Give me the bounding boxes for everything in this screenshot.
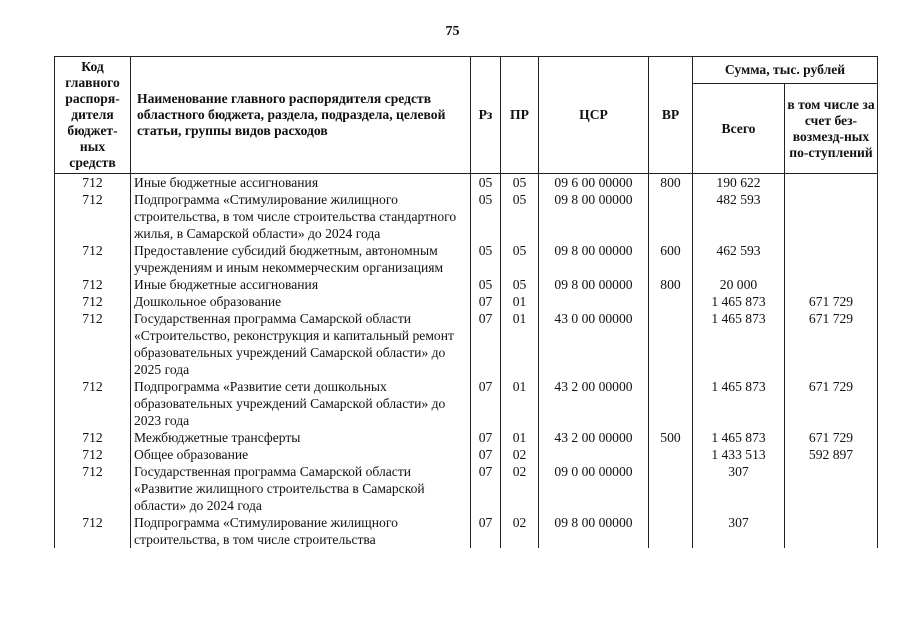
cell-csr: 09 6 00 00000 bbox=[539, 174, 649, 192]
cell-incl: 592 897 bbox=[785, 446, 878, 463]
cell-code: 712 bbox=[55, 174, 131, 192]
cell-vr bbox=[649, 446, 693, 463]
cell-incl: 671 729 bbox=[785, 429, 878, 446]
cell-vr: 800 bbox=[649, 276, 693, 293]
cell-pr: 02 bbox=[501, 463, 539, 514]
cell-vr bbox=[649, 293, 693, 310]
cell-code: 712 bbox=[55, 463, 131, 514]
cell-vr bbox=[649, 310, 693, 378]
cell-csr bbox=[539, 293, 649, 310]
cell-code: 712 bbox=[55, 446, 131, 463]
table-row bbox=[55, 276, 878, 293]
cell-name: Иные бюджетные ассигнования bbox=[131, 174, 471, 192]
cell-name: Государственная программа Самарской области «Строительство, реконструкция и капитальный ремонт образовательных учреждений Самарской области» до 2025 года bbox=[131, 310, 471, 378]
cell-pr: 05 bbox=[501, 191, 539, 242]
page-number: 75 bbox=[445, 24, 460, 39]
cell-code: 712 bbox=[55, 276, 131, 293]
header-vr: ВР bbox=[649, 57, 693, 174]
table-row bbox=[55, 242, 878, 276]
cell-csr: 43 2 00 00000 bbox=[539, 378, 649, 429]
table-header bbox=[55, 57, 878, 174]
cell-rz: 05 bbox=[471, 174, 501, 192]
cell-name: Подпрограмма «Развитие сети дошкольных образовательных учреждений Самарской области» до 2023 года bbox=[131, 378, 471, 429]
cell-incl bbox=[785, 276, 878, 293]
cell-incl bbox=[785, 174, 878, 192]
cell-csr: 09 0 00 00000 bbox=[539, 463, 649, 514]
table-row bbox=[55, 191, 878, 242]
cell-name: Предоставление субсидий бюджетным, автономным учреждениям и иным некоммерческим организациям bbox=[131, 242, 471, 276]
cell-name: Дошкольное образование bbox=[131, 293, 471, 310]
cell-vr: 500 bbox=[649, 429, 693, 446]
header-rz: Рз bbox=[471, 57, 501, 174]
cell-csr: 09 8 00 00000 bbox=[539, 191, 649, 242]
cell-total: 1 465 873 bbox=[693, 378, 785, 429]
header-csr: ЦСР bbox=[539, 57, 649, 174]
cell-vr: 600 bbox=[649, 242, 693, 276]
cell-incl bbox=[785, 242, 878, 276]
cell-rz: 05 bbox=[471, 242, 501, 276]
cell-vr: 800 bbox=[649, 174, 693, 192]
cell-csr: 09 8 00 00000 bbox=[539, 514, 649, 548]
table-body bbox=[55, 174, 878, 549]
cell-rz: 07 bbox=[471, 463, 501, 514]
cell-total: 307 bbox=[693, 514, 785, 548]
cell-csr bbox=[539, 446, 649, 463]
cell-rz: 07 bbox=[471, 310, 501, 378]
table-row bbox=[55, 310, 878, 378]
cell-rz: 07 bbox=[471, 429, 501, 446]
header-code: Код главного распоря-дителя бюджет-ных средств bbox=[55, 57, 131, 174]
cell-code: 712 bbox=[55, 514, 131, 548]
table-row bbox=[55, 378, 878, 429]
cell-code: 712 bbox=[55, 191, 131, 242]
cell-name: Иные бюджетные ассигнования bbox=[131, 276, 471, 293]
cell-total: 462 593 bbox=[693, 242, 785, 276]
cell-rz: 07 bbox=[471, 514, 501, 548]
cell-pr: 05 bbox=[501, 276, 539, 293]
cell-code: 712 bbox=[55, 429, 131, 446]
cell-name: Межбюджетные трансферты bbox=[131, 429, 471, 446]
cell-pr: 01 bbox=[501, 310, 539, 378]
cell-pr: 05 bbox=[501, 174, 539, 192]
cell-code: 712 bbox=[55, 378, 131, 429]
table-row bbox=[55, 293, 878, 310]
cell-pr: 05 bbox=[501, 242, 539, 276]
cell-code: 712 bbox=[55, 310, 131, 378]
cell-code: 712 bbox=[55, 293, 131, 310]
cell-rz: 05 bbox=[471, 191, 501, 242]
cell-incl bbox=[785, 514, 878, 548]
cell-csr: 09 8 00 00000 bbox=[539, 276, 649, 293]
cell-incl: 671 729 bbox=[785, 293, 878, 310]
cell-total: 1 465 873 bbox=[693, 310, 785, 378]
header-incl: в том числе за счет без-возмезд-ных по-ступлений bbox=[785, 84, 878, 174]
cell-csr: 43 2 00 00000 bbox=[539, 429, 649, 446]
cell-pr: 02 bbox=[501, 446, 539, 463]
cell-pr: 01 bbox=[501, 429, 539, 446]
cell-incl: 671 729 bbox=[785, 378, 878, 429]
cell-rz: 07 bbox=[471, 378, 501, 429]
cell-total: 307 bbox=[693, 463, 785, 514]
cell-pr: 01 bbox=[501, 378, 539, 429]
cell-incl: 671 729 bbox=[785, 310, 878, 378]
cell-rz: 07 bbox=[471, 293, 501, 310]
cell-incl bbox=[785, 191, 878, 242]
header-total: Всего bbox=[693, 84, 785, 174]
cell-vr bbox=[649, 378, 693, 429]
cell-total: 190 622 bbox=[693, 174, 785, 192]
cell-vr bbox=[649, 191, 693, 242]
table-row bbox=[55, 463, 878, 514]
cell-name: Государственная программа Самарской области «Развитие жилищного строительства в Самарской области» до 2024 года bbox=[131, 463, 471, 514]
cell-pr: 01 bbox=[501, 293, 539, 310]
cell-total: 20 000 bbox=[693, 276, 785, 293]
cell-pr: 02 bbox=[501, 514, 539, 548]
cell-total: 1 465 873 bbox=[693, 429, 785, 446]
cell-incl bbox=[785, 463, 878, 514]
budget-table bbox=[54, 56, 878, 548]
cell-total: 482 593 bbox=[693, 191, 785, 242]
cell-name: Подпрограмма «Стимулирование жилищного строительства, в том числе строительства стандартного жилья, в Самарской области» до 2024 года bbox=[131, 191, 471, 242]
cell-rz: 05 bbox=[471, 276, 501, 293]
cell-name: Подпрограмма «Стимулирование жилищного строительства, в том числе строительства bbox=[131, 514, 471, 548]
cell-csr: 43 0 00 00000 bbox=[539, 310, 649, 378]
cell-code: 712 bbox=[55, 242, 131, 276]
cell-name: Общее образование bbox=[131, 446, 471, 463]
cell-total: 1 433 513 bbox=[693, 446, 785, 463]
table-row bbox=[55, 174, 878, 192]
cell-total: 1 465 873 bbox=[693, 293, 785, 310]
header-name: Наименование главного распорядителя средств областного бюджета, раздела, подраздела, целевой статьи, группы видов расходов bbox=[131, 57, 471, 174]
table-row bbox=[55, 446, 878, 463]
table-row bbox=[55, 514, 878, 548]
cell-vr bbox=[649, 514, 693, 548]
cell-vr bbox=[649, 463, 693, 514]
header-sum: Сумма, тыс. рублей bbox=[693, 57, 878, 84]
cell-rz: 07 bbox=[471, 446, 501, 463]
table-row bbox=[55, 429, 878, 446]
cell-csr: 09 8 00 00000 bbox=[539, 242, 649, 276]
header-pr: ПР bbox=[501, 57, 539, 174]
